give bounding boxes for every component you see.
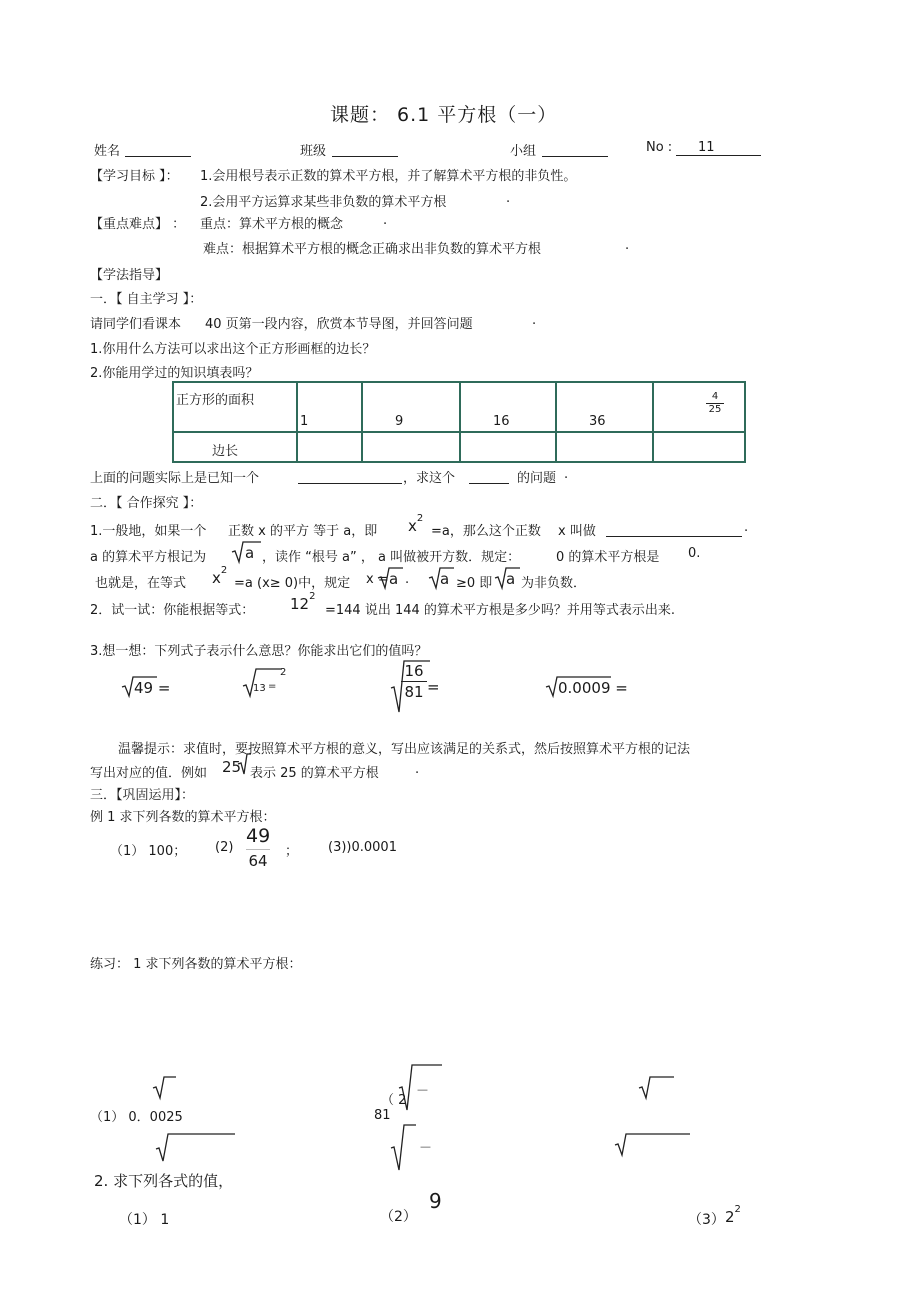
summary-end: .: [564, 467, 569, 482]
def-a: 1.一般地，如果一个: [90, 524, 207, 539]
def-blank[interactable]: [606, 520, 742, 537]
radical-sign: [614, 1133, 690, 1157]
no-label: No :: [646, 140, 673, 155]
table-cell-fraction: 4 25: [653, 382, 745, 432]
example-item-1: （1） 100；: [110, 844, 187, 859]
answer-cell[interactable]: [362, 432, 460, 462]
table-cell: 16: [460, 382, 556, 432]
tip-line-1: 温馨提示：求值时，要按照算术平方根的意义，写出应该满足的关系式，然后按照算术平方根的记法: [118, 742, 691, 757]
fill-table: [172, 381, 746, 463]
q2-item-3: （3）: [688, 1212, 725, 1228]
expr-sqrt-00009: 0.0009 =: [558, 679, 628, 697]
def-x: $x^2$: [408, 513, 424, 535]
notation-c: 0 的算术平方根是: [556, 550, 660, 565]
radicand-a: a: [245, 544, 255, 562]
try-power: $12^2$: [290, 591, 316, 613]
summary-a: 上面的问题实际上是已知一个: [90, 471, 260, 486]
condition-rad-2: a: [440, 570, 450, 588]
def-c: =a，那么这个正数: [431, 524, 541, 539]
question-2-label: 2. 求下列各式的值，: [94, 1172, 234, 1190]
example-item-3: (3))0.0001: [328, 840, 397, 855]
notation-a: a 的算术平方根记为: [90, 550, 207, 565]
key-point: 重点：算术平方根的概念: [200, 217, 344, 232]
section-3-heading: 三．【巩固运用】：: [90, 788, 195, 803]
class-blank[interactable]: [332, 140, 398, 157]
expr-fraction: 16 81: [401, 661, 427, 702]
no-value: 11: [676, 140, 761, 156]
q2-item-1: （1） 1: [119, 1212, 170, 1228]
practice-item-2b: 81: [374, 1108, 391, 1123]
radical-sign: [237, 752, 251, 776]
tip-line-2a: 写出对应的值．例如: [90, 766, 208, 781]
section-1-heading: 一．【 自主学习 】：: [90, 292, 203, 307]
summary-blank-1[interactable]: [298, 467, 402, 484]
radical-sign: [152, 1076, 176, 1100]
group-label: 小组: [510, 144, 537, 159]
practice-item-2a: （ 2: [381, 1093, 407, 1108]
condition-a: 也就是，在等式: [95, 576, 187, 591]
condition-x: $x^2$: [212, 565, 228, 587]
example-item-2: (2): [215, 840, 234, 855]
practice-dash: —: [417, 1083, 428, 1096]
goals-label: 【学习目标 】：: [90, 169, 179, 184]
condition-rad-1: a: [389, 570, 399, 588]
name-blank[interactable]: [125, 140, 191, 157]
tip-line-2b: 表示 25 的算术平方根: [250, 766, 379, 781]
intro-end: .: [532, 313, 537, 328]
answer-cell[interactable]: [460, 432, 556, 462]
condition-b: =a (x≥ 0)中，规定: [234, 576, 351, 591]
expr-13-exp: 2: [280, 667, 287, 678]
question-2: 2.你能用学过的知识填表吗？: [90, 366, 259, 381]
name-label: 姓名: [94, 144, 121, 159]
table-row-label-side: 边长: [173, 432, 297, 462]
table-cell: 36: [556, 382, 653, 432]
question-1: 1.你用什么方法可以求出这个正方形画框的边长？: [90, 342, 376, 357]
practice-item-1: （1） 0．0025: [90, 1110, 183, 1125]
method-label: 【学法指导】: [90, 268, 169, 283]
expr-13-eq: =: [268, 681, 277, 692]
table-cell: 1: [297, 382, 362, 432]
practice-dash-2: —: [420, 1140, 431, 1153]
table-row-label-area: 正方形的面积: [173, 382, 297, 432]
radical-sign: [155, 1133, 235, 1163]
keys-label: 【重点难点】 ：: [90, 217, 186, 232]
condition-c: x =: [366, 572, 389, 587]
answer-cell[interactable]: [556, 432, 653, 462]
condition-rad-3: a: [506, 570, 516, 588]
intro-b: 40 页第一段内容，欣赏本节导图，并回答问题: [205, 317, 473, 332]
class-label: 班级: [300, 144, 327, 159]
notation-b: ，读作 “根号 a” ， a 叫做被开方数．规定：: [262, 550, 521, 565]
group-blank[interactable]: [542, 140, 608, 157]
q2-item-3-power: $2^2$: [725, 1204, 741, 1226]
def-b: 正数 x 的平方 等于 a，即: [228, 524, 378, 539]
example-1: 例 1 求下列各数的算术平方根：: [90, 810, 276, 825]
hard-point: 难点：根据算术平方根的概念正确求出非负数的算术平方根: [203, 242, 542, 257]
example-item-2-sep: ；: [285, 844, 299, 859]
condition-d: .: [405, 572, 410, 587]
q2-item-2: （2）: [380, 1209, 417, 1225]
summary-c: 的问题: [517, 471, 557, 486]
tip-example: 25: [222, 758, 242, 776]
condition-f: 为非负数．: [521, 576, 587, 591]
condition-e: ≥0 即: [456, 576, 493, 591]
example-item-2-fraction: 49 64: [246, 825, 271, 870]
def-d: x 叫做: [558, 524, 596, 539]
expr-13-base: 13: [253, 683, 266, 694]
table-cell: 9: [362, 382, 460, 432]
answer-cell[interactable]: [297, 432, 362, 462]
intro-a: 请同学们看课本: [90, 317, 182, 332]
practice-label: 练习： 1 求下列各数的算术平方根：: [90, 957, 302, 972]
tip-end: .: [415, 762, 420, 777]
notation-d: 0.: [688, 546, 701, 561]
q2-item-2-nine: 9: [429, 1189, 442, 1213]
summary-b: ，求这个: [403, 471, 456, 486]
try-a: 2．试一试：你能根据等式：: [90, 603, 255, 618]
expr-fraction-eq: =: [427, 678, 440, 696]
expr-sqrt-49: 49 =: [134, 679, 171, 697]
goal-1: 1.会用根号表示正数的算术平方根，并了解算术平方根的非负性。: [200, 169, 577, 184]
def-end: .: [744, 520, 749, 535]
goal-2-end: .: [506, 191, 511, 206]
summary-blank-2[interactable]: [469, 467, 509, 484]
try-b: =144 说出 144 的算术平方根是多少吗？并用等式表示出来.: [325, 603, 676, 618]
key-point-end: .: [383, 213, 388, 228]
page-title: 课题： 6.1 平方根（一）: [330, 104, 558, 126]
hard-point-end: .: [625, 238, 630, 253]
think-question: 3.想一想：下列式子表示什么意思？你能求出它们的值吗？: [90, 644, 428, 659]
radical-sign: [638, 1076, 674, 1100]
goal-2: 2.会用平方运算求某些非负数的算术平方根: [200, 195, 447, 210]
answer-cell[interactable]: [653, 432, 745, 462]
section-2-heading: 二．【 合作探究 】：: [90, 496, 203, 511]
radical-sign: [390, 1124, 416, 1172]
